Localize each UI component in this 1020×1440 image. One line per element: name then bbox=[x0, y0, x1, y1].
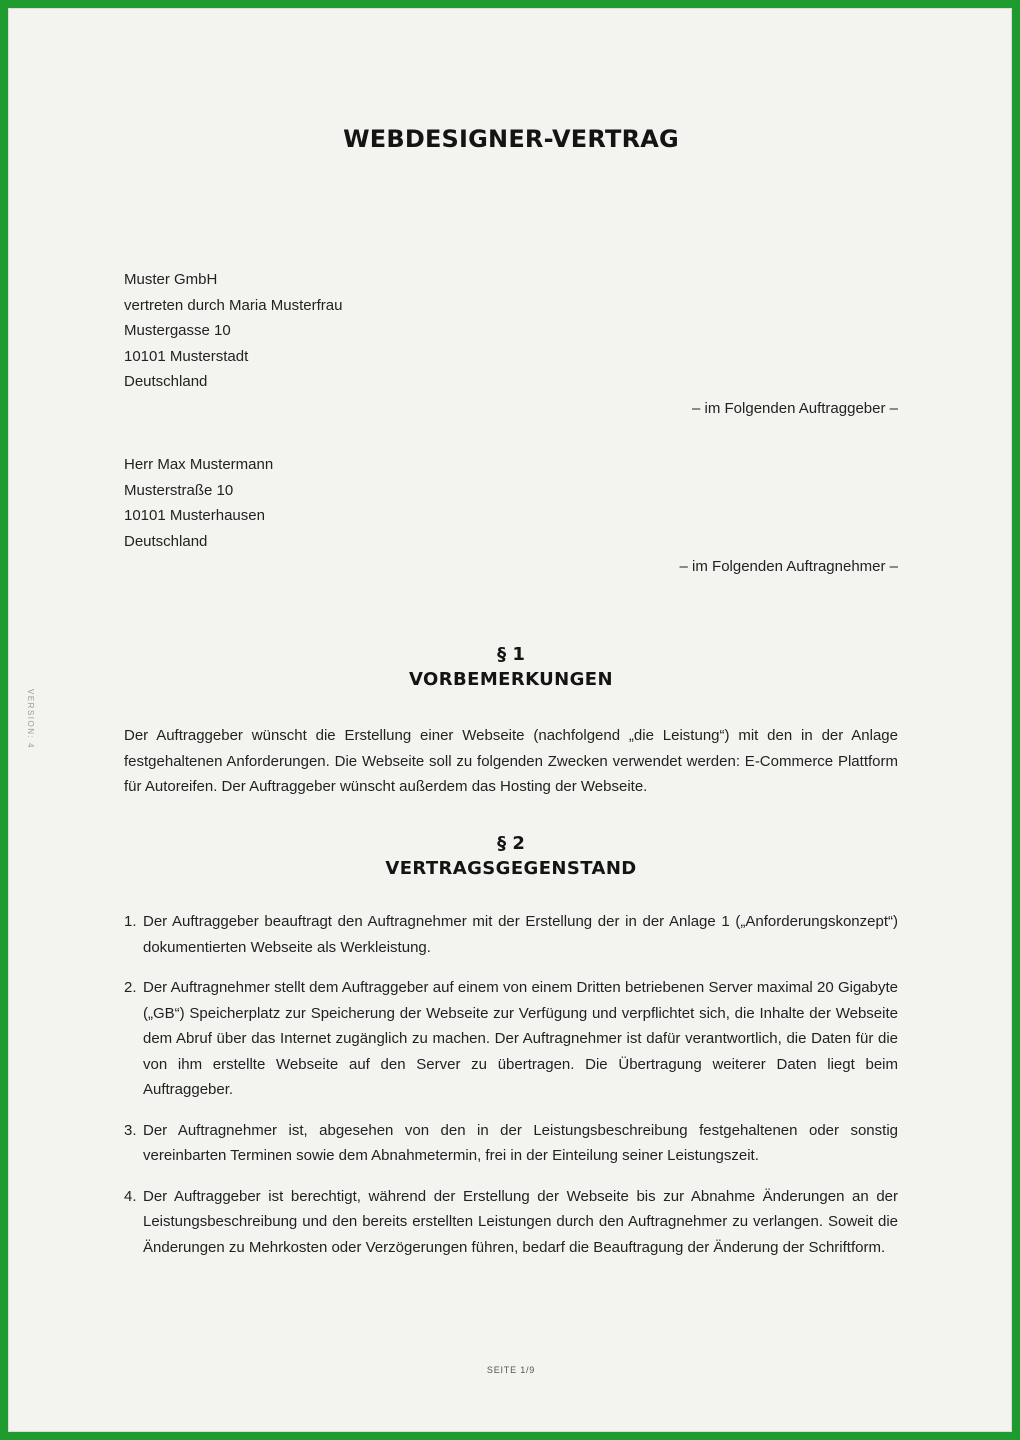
list-item bbox=[124, 1118, 898, 1169]
list-item bbox=[124, 909, 898, 960]
list-item-number: 3. bbox=[124, 1121, 137, 1139]
version-label: VERSION: 4 bbox=[26, 689, 35, 749]
client-role: – im Folgenden Auftraggeber – bbox=[692, 400, 898, 417]
list-item-number: 4. bbox=[124, 1187, 137, 1205]
document-page bbox=[9, 9, 1013, 1433]
list-item bbox=[124, 1184, 898, 1261]
list-item-number: 2. bbox=[124, 979, 137, 996]
client-country: Deutschland bbox=[124, 373, 208, 390]
section-2-list bbox=[124, 909, 898, 1260]
page-frame bbox=[8, 8, 1012, 1432]
section-2-heading bbox=[9, 832, 1013, 881]
contractor-country: Deutschland bbox=[124, 532, 208, 550]
section-number: § 1 bbox=[497, 644, 525, 665]
contractor-name: Herr Max Mustermann bbox=[124, 456, 274, 473]
list-item-text: Der Auftraggeber beauftragt den Auftragnehmer mit der Erstellung der in der Anlage 1 („Anforderungskonzept“) dokumentierten Webseite als Werkleistung. bbox=[143, 913, 898, 956]
list-item-text: Der Auftragnehmer ist, abgesehen von den in der Leistungsbeschreibung festgehaltenen oder sonstig vereinbarten Terminen sowie dem Abnahmetermin, frei in der Einteilung seiner Leistungszeit. bbox=[143, 1121, 898, 1164]
section-1-text: Der Auftraggeber wünscht die Erstellung einer Webseite (nachfolgend „die Leistung“) mit den in der Anlage festgehaltenen Anforderungen. Die Webseite soll zu folgenden Zwecken verwendet werden: E-Commerce Plattform für Autoreifen. Der Auftraggeber wünscht außerdem das Hosting der Webseite. bbox=[124, 727, 898, 795]
client-street: Mustergasse 10 bbox=[124, 322, 231, 339]
document-title: WEBDESIGNER-VERTRAG bbox=[343, 125, 679, 153]
section-1-heading bbox=[9, 643, 1013, 692]
contractor-street: Musterstraße 10 bbox=[124, 481, 234, 499]
client-address bbox=[124, 267, 342, 395]
page-number: SEITE 1/9 bbox=[486, 1365, 536, 1375]
contractor-role: – im Folgenden Auftragnehmer – bbox=[679, 558, 898, 575]
contractor-address bbox=[124, 452, 273, 554]
client-representative: vertreten durch Maria Musterfrau bbox=[124, 296, 343, 314]
section-title: VORBEMERKUNGEN bbox=[409, 669, 613, 690]
list-item bbox=[124, 975, 898, 1103]
section-number: § 2 bbox=[497, 833, 525, 854]
contractor-city: 10101 Musterhausen bbox=[124, 507, 265, 524]
list-item-text: Der Auftraggeber ist berechtigt, während der Erstellung der Webseite bis zur Abnahme Änderungen an der Leistungsbeschreibung und den bereits erstellten Leistungen durch den Auftragnehmer zu verlangen. Soweit die Änderungen zu Mehrkosten oder Verzögerungen führen, bedarf die Beauftragung der Änderung der Schriftform. bbox=[143, 1187, 898, 1256]
client-name: Muster GmbH bbox=[124, 271, 218, 288]
list-item-number: 1. bbox=[124, 913, 137, 930]
section-title: VERTRAGSGEGENSTAND bbox=[385, 858, 637, 879]
list-item-text: Der Auftragnehmer stellt dem Auftraggeber auf einem von einem Dritten betriebenen Server maximal 20 Gigabyte („GB“) Speicherplatz zur Speicherung der Webseite zur Verfügung und verpflichtet sich, die Inhalte der Webseite dem Abruf über das Internet zugänglich zu machen. Der Auftragnehmer ist dafür verantwortlich, die Daten für die von ihm erstellte Webseite auf den Server zu übertragen. Die Übertragung weiterer Daten liegt beim Auftraggeber. bbox=[143, 979, 898, 1098]
client-city: 10101 Musterstadt bbox=[124, 347, 249, 365]
